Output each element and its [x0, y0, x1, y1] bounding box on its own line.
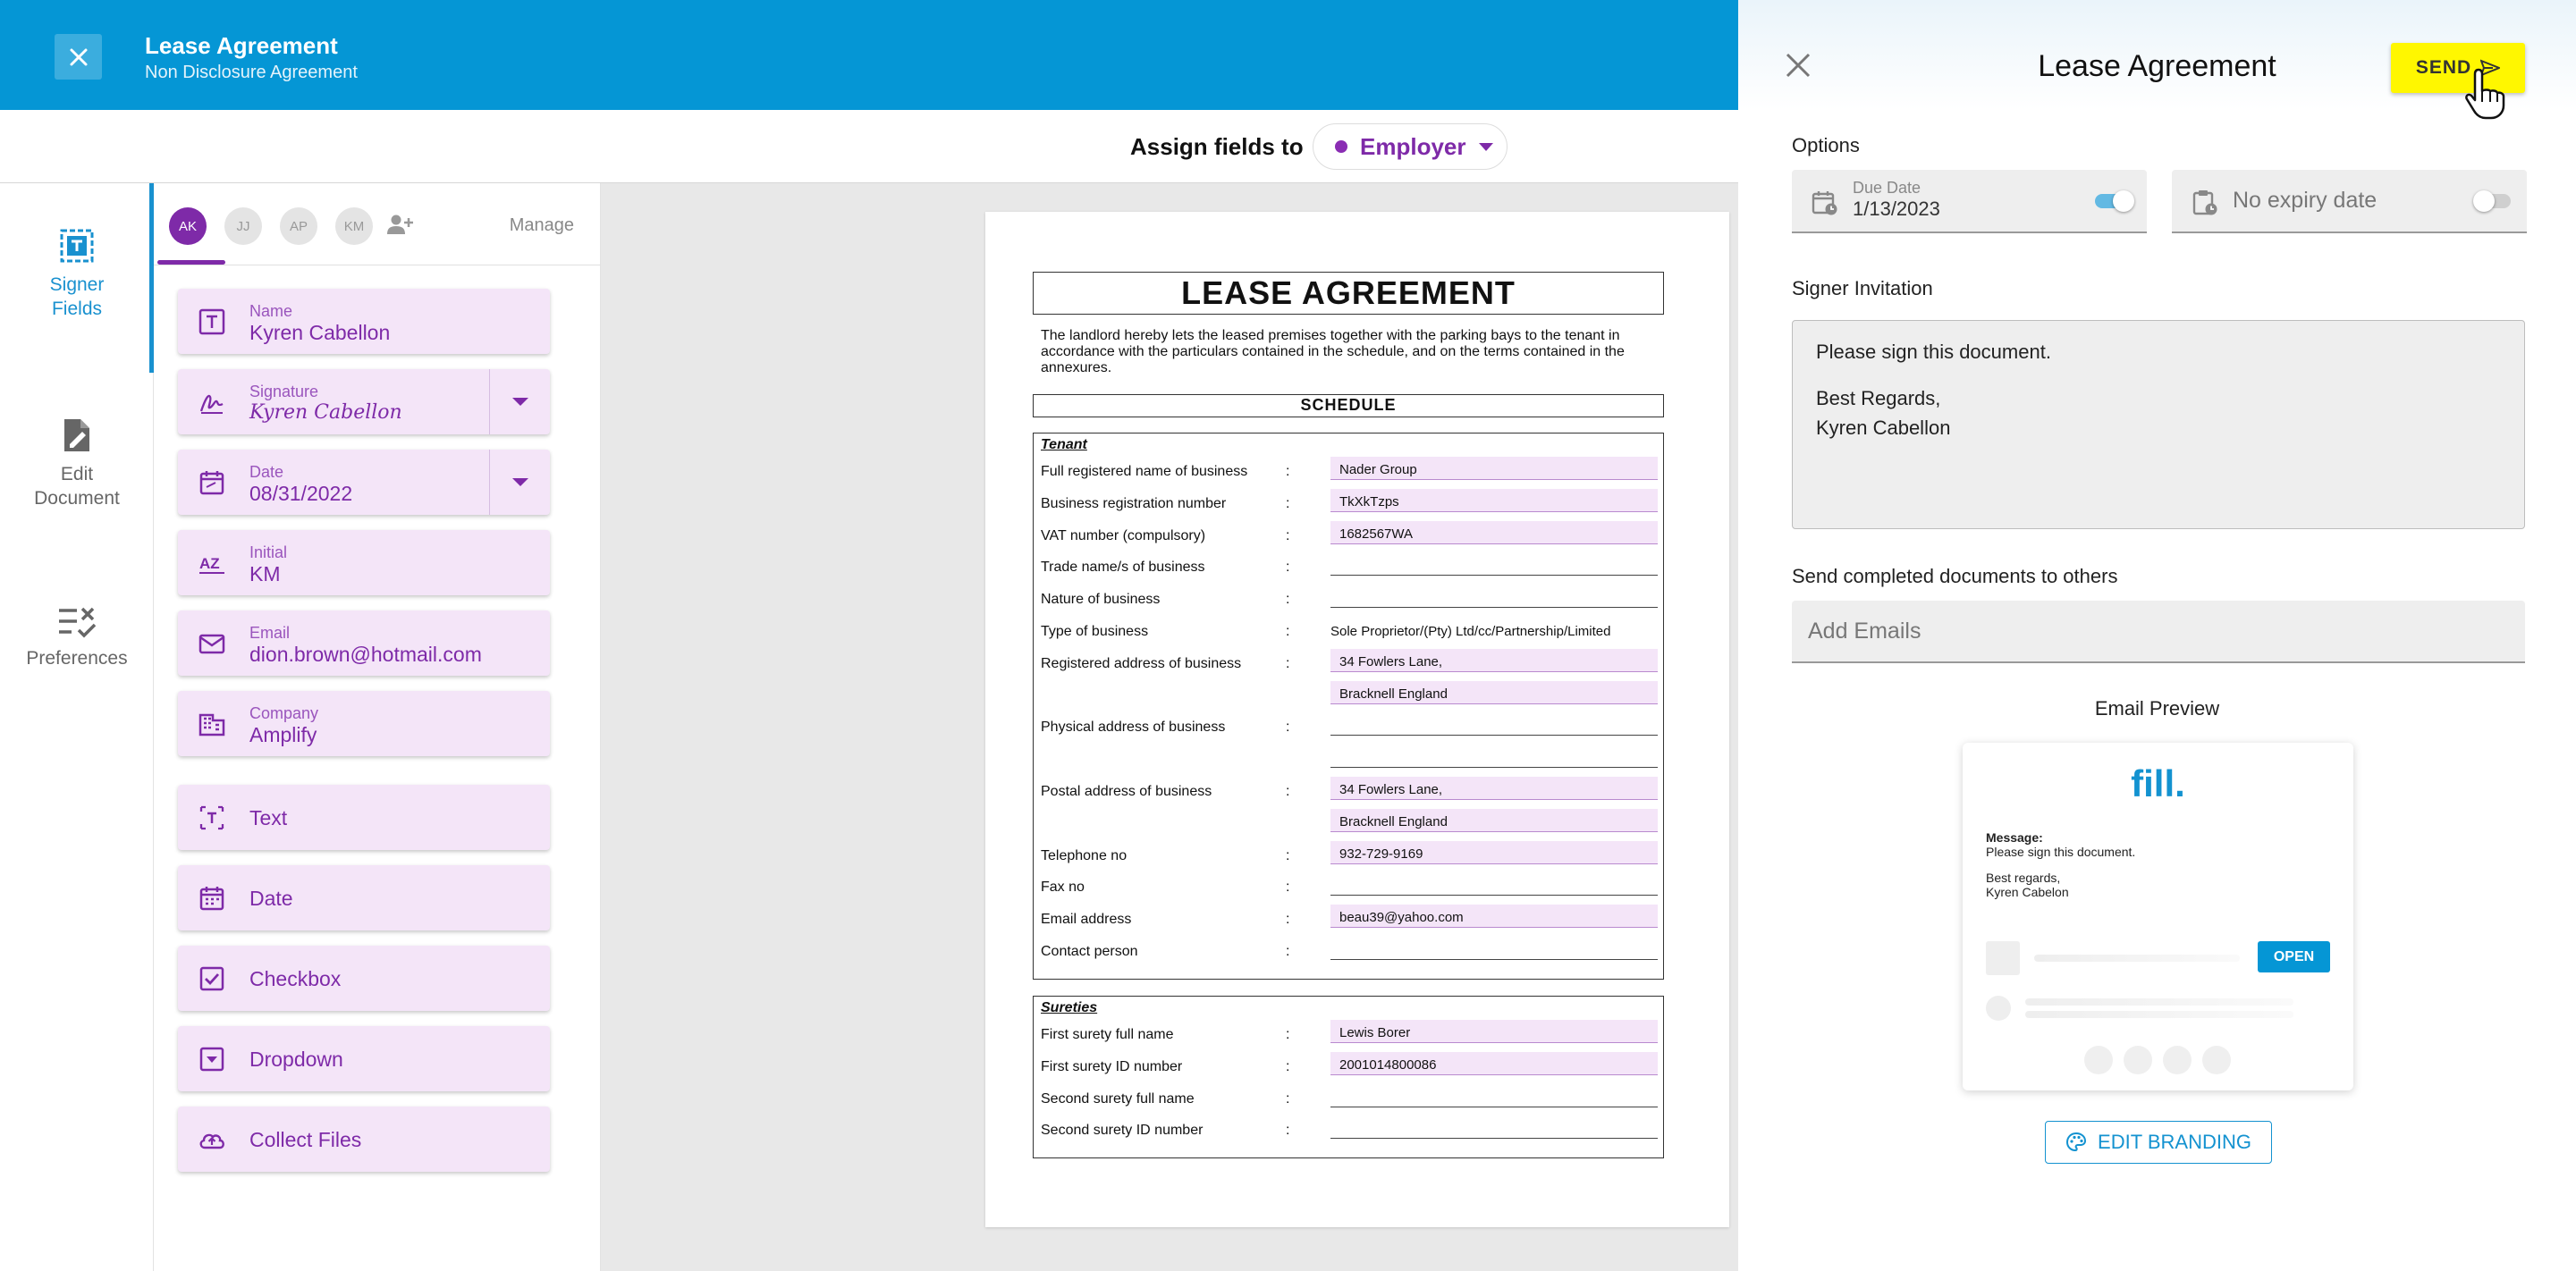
filled-field-input[interactable] — [1330, 649, 1658, 672]
schedule-heading: SCHEDULE — [1033, 394, 1664, 417]
field-collect-files[interactable] — [178, 1107, 550, 1172]
form-row — [1041, 521, 1658, 548]
form-row-colon: : — [1286, 784, 1290, 799]
form-row-value: 1682567WA — [1339, 526, 1414, 542]
manage-signers-link[interactable]: Manage — [509, 215, 574, 235]
filled-field-input[interactable] — [1330, 905, 1658, 928]
email-preview-heading: Email Preview — [2094, 697, 2220, 720]
invitation-message-textarea[interactable] — [1792, 320, 2525, 529]
preview-placeholder-line — [2025, 998, 2293, 1006]
active-signer-indicator — [157, 260, 225, 265]
form-row-colon: : — [1286, 1123, 1290, 1139]
form-row-label: Full registered name of business — [1041, 464, 1248, 479]
preview-message-label: Message: — [1986, 830, 2043, 845]
assign-bar — [0, 110, 1738, 183]
form-row-colon: : — [1286, 912, 1290, 928]
filled-field-input[interactable] — [1330, 681, 1658, 704]
form-row-colon: : — [1286, 655, 1290, 671]
form-row-label: Second surety ID number — [1041, 1123, 1204, 1139]
field-email[interactable] — [178, 610, 550, 676]
due-date-field[interactable] — [1792, 170, 2147, 233]
form-row-label: Type of business — [1041, 624, 1149, 639]
edit-branding-button[interactable] — [2045, 1121, 2272, 1164]
calendar-icon — [198, 884, 226, 913]
form-row-colon: : — [1286, 495, 1290, 511]
calendar-icon — [198, 468, 226, 497]
invitation-line: Please sign this document. — [1816, 341, 2051, 363]
field-label: Name — [249, 302, 293, 320]
tenant-section — [1033, 433, 1664, 980]
clipboard-clock-icon — [2192, 189, 2218, 216]
left-navigation — [0, 183, 154, 1271]
expiry-label: No expiry date — [2233, 188, 2378, 213]
tenant-heading: Tenant — [1041, 437, 1087, 452]
form-row — [1041, 585, 1658, 611]
field-value: dion.brown@hotmail.com — [249, 643, 482, 666]
cloud-upload-icon — [198, 1125, 226, 1154]
form-row-colon: : — [1286, 847, 1290, 863]
nav-preferences[interactable] — [0, 603, 154, 670]
due-date-toggle[interactable] — [2093, 189, 2133, 213]
preview-social-circle — [2202, 1046, 2231, 1074]
form-row-value: Bracknell England — [1339, 686, 1448, 702]
form-row — [1041, 552, 1658, 579]
preview-placeholder-line — [2034, 955, 2240, 962]
form-row-value: 932-729-9169 — [1339, 846, 1423, 862]
due-date-value: 1/13/2023 — [1853, 198, 1940, 220]
form-row-colon: : — [1286, 592, 1290, 608]
role-value: Employer — [1360, 132, 1466, 160]
close-editor-button[interactable] — [55, 34, 102, 80]
form-row — [1041, 712, 1658, 739]
document-page — [985, 212, 1729, 1227]
form-row-label: Business registration number — [1041, 495, 1227, 511]
field-date[interactable] — [178, 450, 550, 515]
avatar[interactable]: JJ — [224, 207, 262, 245]
form-row — [1041, 1052, 1658, 1079]
form-row-colon: : — [1286, 720, 1290, 736]
form-row-value: 34 Fowlers Lane, — [1339, 653, 1443, 669]
filled-field-input[interactable] — [1330, 521, 1658, 544]
sureties-section — [1033, 996, 1664, 1158]
form-row — [1041, 905, 1658, 931]
form-row-label: Registered address of business — [1041, 655, 1242, 671]
company-building-icon — [198, 710, 226, 738]
form-row — [1041, 1020, 1658, 1047]
filled-field-input[interactable] — [1330, 1052, 1658, 1075]
empty-field-line[interactable] — [1330, 712, 1658, 736]
field-label: Date — [249, 463, 284, 481]
field-checkbox[interactable] — [178, 946, 550, 1011]
sureties-heading: Sureties — [1041, 1000, 1098, 1015]
form-row — [1041, 457, 1658, 484]
preview-placeholder-line — [2025, 1011, 2293, 1018]
expiry-field[interactable] — [2172, 170, 2527, 233]
preview-regards-line: Kyren Cabelon — [1986, 885, 2069, 899]
calendar-clock-icon — [1812, 189, 1838, 216]
field-title: Checkbox — [249, 967, 342, 990]
chevron-down-icon — [1479, 143, 1493, 151]
field-label: Company — [249, 704, 319, 722]
avatar[interactable]: KM — [335, 207, 373, 245]
field-title: Date — [249, 887, 293, 910]
preview-regards-line: Best regards, — [1986, 871, 2061, 885]
options-heading: Options — [1792, 134, 1860, 156]
form-row-label: First surety full name — [1041, 1027, 1174, 1042]
empty-field-line[interactable] — [1330, 872, 1658, 896]
form-row-colon: : — [1286, 1058, 1290, 1074]
send-others-heading: Send completed documents to others — [1792, 565, 2118, 587]
add-user-icon[interactable] — [386, 213, 413, 236]
preview-regards — [1986, 871, 2069, 899]
form-row — [1041, 617, 1658, 644]
empty-field-line[interactable] — [1330, 552, 1658, 576]
signer-fields-panel — [154, 183, 601, 1271]
invitation-heading: Signer Invitation — [1792, 277, 1933, 299]
assign-label: Assign fields to — [1130, 133, 1304, 160]
avatar[interactable]: AP — [280, 207, 317, 245]
form-row — [1041, 745, 1658, 771]
dropdown-icon — [198, 1045, 226, 1073]
field-signature[interactable] — [178, 369, 550, 434]
avatar[interactable]: AK — [169, 207, 207, 245]
due-date-label: Due Date — [1853, 179, 1921, 197]
form-row-colon: : — [1286, 560, 1290, 576]
chevron-down-icon — [512, 398, 528, 406]
form-row-label: Trade name/s of business — [1041, 560, 1205, 576]
send-panel-title: Lease Agreement — [2038, 49, 2276, 83]
signature-dropdown-toggle[interactable] — [489, 369, 550, 434]
text-cursor-icon — [198, 804, 226, 832]
app-header — [0, 0, 1738, 110]
checkbox-icon — [198, 964, 226, 993]
form-row — [1041, 777, 1658, 804]
form-row-colon: : — [1286, 1090, 1290, 1107]
nav-label: Edit — [60, 464, 94, 484]
field-value: KM — [249, 562, 281, 585]
signature-value: Kyren Cabellon — [249, 401, 402, 424]
form-row — [1041, 1084, 1658, 1111]
form-row-colon: : — [1286, 880, 1290, 896]
pointer-hand-icon — [2462, 66, 2509, 122]
form-row-label: Nature of business — [1041, 592, 1161, 608]
document-intro: The landlord hereby lets the leased premises together with the parking bays to the tenant in accordance with the particulars contained in the schedule, and on the terms contained in the annexures. — [1041, 328, 1625, 375]
nav-edit-document[interactable] — [0, 416, 154, 510]
text-field-icon — [57, 226, 97, 265]
field-title: Text — [249, 806, 288, 829]
preview-placeholder-dot — [1986, 996, 2011, 1021]
close-icon — [68, 46, 89, 68]
field-value: 08/31/2022 — [249, 482, 353, 505]
mail-icon — [198, 629, 226, 658]
preview-social-circle — [2163, 1046, 2192, 1074]
form-row-value: 34 Fowlers Lane, — [1339, 782, 1443, 797]
invitation-line: Kyren Cabellon — [1816, 417, 1951, 439]
add-emails-input[interactable]: Add Emails — [1792, 601, 2525, 663]
empty-field-line[interactable] — [1330, 745, 1658, 768]
form-row-label: Telephone no — [1041, 847, 1128, 863]
form-row — [1041, 937, 1658, 964]
form-row-value: Sole Proprietor/(Pty) Ltd/cc/Partnership/Limited — [1330, 624, 1611, 639]
form-row-label: VAT number (compulsory) — [1041, 527, 1206, 543]
form-row-value: TkXkTzps — [1339, 493, 1399, 509]
form-row-value: 2001014800086 — [1339, 1056, 1437, 1073]
preview-placeholder-thumb — [1986, 941, 2020, 975]
field-value: Amplify — [249, 723, 317, 746]
field-title: Collect Files — [249, 1128, 362, 1151]
filled-field-input[interactable] — [1330, 777, 1658, 800]
filled-field-input[interactable] — [1330, 457, 1658, 480]
form-row — [1041, 1115, 1658, 1142]
form-row-colon: : — [1286, 624, 1290, 639]
filled-field-input[interactable] — [1330, 841, 1658, 864]
field-dropdown[interactable] — [178, 1026, 550, 1091]
field-name[interactable] — [178, 289, 550, 354]
form-row-colon: : — [1286, 944, 1290, 959]
form-row-value: Nader Group — [1339, 462, 1417, 477]
form-row-label: First surety ID number — [1041, 1058, 1183, 1074]
email-preview-card — [1963, 743, 2353, 1090]
field-company[interactable] — [178, 691, 550, 756]
field-title: Dropdown — [249, 1048, 343, 1071]
role-dropdown[interactable] — [1313, 123, 1508, 170]
form-row — [1041, 489, 1658, 516]
field-value: Kyren Cabellon — [249, 321, 391, 344]
form-row-colon: : — [1286, 1027, 1290, 1042]
filled-field-input[interactable] — [1330, 1020, 1658, 1043]
text-box-icon — [198, 307, 226, 336]
document-heading: LEASE AGREEMENT — [1033, 272, 1664, 315]
nav-label: Document — [34, 488, 120, 509]
empty-field-line[interactable] — [1330, 1084, 1658, 1107]
form-row-label: Second surety full name — [1041, 1090, 1195, 1107]
signature-icon — [198, 388, 226, 417]
form-row-value: beau39@yahoo.com — [1339, 910, 1464, 926]
preview-message: Please sign this document. — [1986, 845, 2136, 859]
send-panel — [1738, 0, 2576, 1271]
expiry-toggle[interactable] — [2473, 189, 2513, 213]
field-text[interactable] — [178, 785, 550, 850]
filled-field-input[interactable] — [1330, 489, 1658, 512]
nav-label: Fields — [51, 299, 103, 319]
field-initial[interactable] — [178, 530, 550, 595]
field-date-plain[interactable] — [178, 865, 550, 930]
fill-logo: fill. — [2131, 762, 2185, 804]
document-subtitle: Non Disclosure Agreement — [145, 63, 358, 82]
empty-field-line[interactable] — [1330, 937, 1658, 960]
preview-open-button: OPEN — [2258, 941, 2330, 972]
form-row-value: Bracknell England — [1339, 813, 1448, 829]
edit-document-icon — [57, 416, 97, 455]
initials-icon — [198, 549, 226, 577]
preferences-icon — [55, 603, 98, 639]
chevron-down-icon — [512, 478, 528, 486]
empty-field-line[interactable] — [1330, 1115, 1658, 1139]
field-label: Email — [249, 624, 291, 642]
svg-text:AZ: AZ — [199, 555, 220, 572]
field-label: Initial — [249, 543, 288, 561]
form-row — [1041, 841, 1658, 868]
form-row — [1041, 809, 1658, 836]
form-row-label: Contact person — [1041, 944, 1138, 959]
filled-field-input[interactable] — [1330, 809, 1658, 832]
form-row — [1041, 649, 1658, 676]
form-row-label: Email address — [1041, 912, 1132, 928]
preview-social-circle — [2084, 1046, 2113, 1074]
field-label: Signature — [249, 383, 319, 400]
edit-branding-label: EDIT BRANDING — [2098, 1131, 2251, 1153]
form-row-value: Lewis Borer — [1339, 1025, 1411, 1040]
form-row-label: Fax no — [1041, 880, 1085, 896]
signer-tabs — [154, 183, 601, 265]
form-row-colon: : — [1286, 464, 1290, 479]
role-color-dot — [1335, 140, 1347, 153]
form-row-label: Physical address of business — [1041, 720, 1226, 736]
document-title: Lease Agreement — [145, 32, 338, 59]
empty-field-line[interactable] — [1330, 585, 1658, 608]
palette-icon — [2065, 1132, 2087, 1153]
nav-label: Preferences — [26, 648, 128, 669]
invitation-line: Best Regards, — [1816, 387, 1941, 409]
form-row — [1041, 681, 1658, 708]
send-label: SEND — [2415, 57, 2472, 78]
form-row-label: Postal address of business — [1041, 784, 1212, 799]
form-row — [1041, 872, 1658, 899]
nav-label: Signer — [49, 274, 105, 295]
date-dropdown-toggle[interactable] — [489, 450, 550, 515]
preview-social-circle — [2124, 1046, 2152, 1074]
form-row-colon: : — [1286, 527, 1290, 543]
nav-signer-fields[interactable] — [0, 226, 154, 321]
